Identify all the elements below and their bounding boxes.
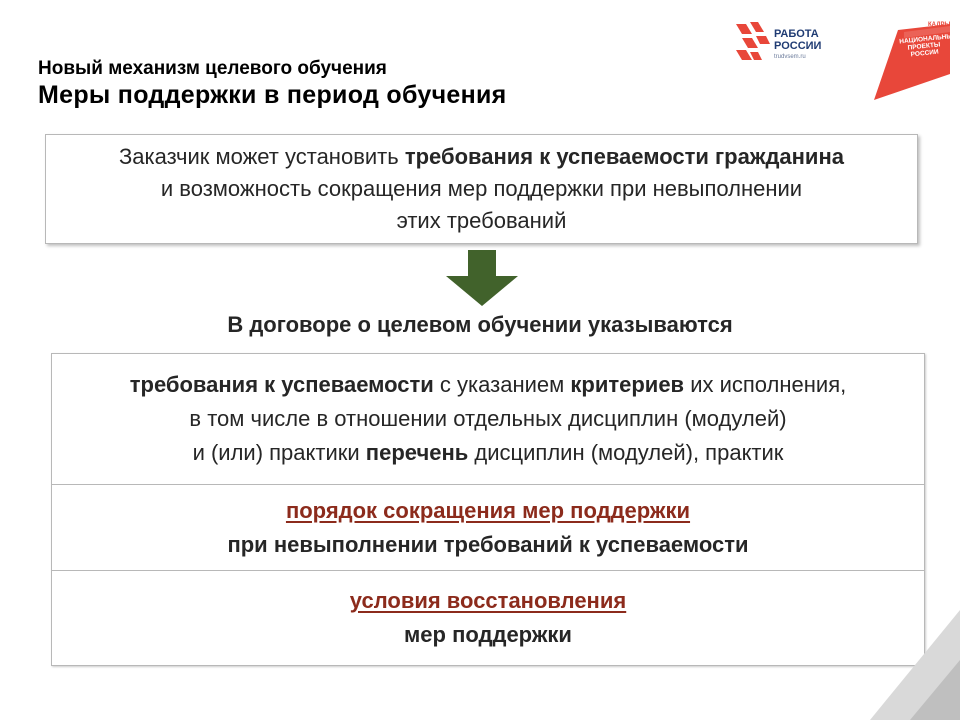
top-box-line3: этих требований	[396, 208, 567, 233]
national-projects-logo-icon	[874, 18, 958, 102]
contract-items-table	[51, 353, 925, 666]
top-box-line1	[119, 141, 844, 173]
table-row	[52, 571, 924, 665]
row1-line1	[130, 368, 847, 402]
row3-line2: мер поддержки	[404, 622, 572, 647]
customer-requirements-box	[45, 134, 918, 244]
row1-line1-mid: с указанием	[433, 372, 571, 397]
row1-line2: в том числе в отношении отдельных дисциплин (модулей)	[189, 406, 787, 431]
np-logo-kadry: КАДРЫ	[928, 22, 951, 28]
row1-line1-end: их исполнения,	[684, 372, 847, 397]
row2-line2: при невыполнении требований к успеваемости	[227, 531, 749, 557]
national-projects-logo	[874, 18, 958, 102]
table-row	[52, 354, 924, 485]
top-box-line2: и возможность сокращения мер поддержки при невыполнении	[160, 176, 803, 201]
row1-line3	[193, 436, 784, 470]
corner-decoration	[870, 610, 960, 720]
rabota-rossii-logo-icon	[736, 20, 770, 64]
slide-title: Меры поддержки в период обучения	[38, 81, 507, 109]
table-row	[52, 485, 924, 571]
row3-line1: условия восстановления	[349, 588, 627, 613]
row1-line3-bold: перечень	[365, 440, 469, 465]
row1-line3-end: дисциплин (модулей), практик	[468, 440, 784, 465]
rabota-rossii-logo	[736, 20, 836, 70]
down-arrow-icon	[446, 250, 518, 306]
top-box-line1-bold: требования к успеваемости гражданина	[404, 144, 844, 169]
np-logo-text: НАЦИОНАЛЬНЫЕ ПРОЕКТЫ РОССИИ	[899, 32, 958, 59]
slide-subtitle: Новый механизм целевого обучения	[38, 58, 387, 79]
section-heading: В договоре о целевом обучении указываются	[227, 312, 733, 337]
rabota-logo-site: trudvsem.ru	[774, 54, 806, 60]
top-box-line1-prefix: Заказчик может установить	[119, 144, 405, 169]
row1-line1-bold: требования к успеваемости	[129, 372, 434, 397]
title-block	[38, 58, 507, 110]
row2-line1: порядок сокращения мер поддержки	[285, 497, 691, 523]
row1-line1-bold2: критериев	[570, 372, 685, 397]
rabota-logo-line2: РОССИИ	[774, 40, 822, 52]
row1-line3-start: и (или) практики	[192, 440, 366, 465]
rabota-logo-line1: РАБОТА	[774, 28, 819, 40]
